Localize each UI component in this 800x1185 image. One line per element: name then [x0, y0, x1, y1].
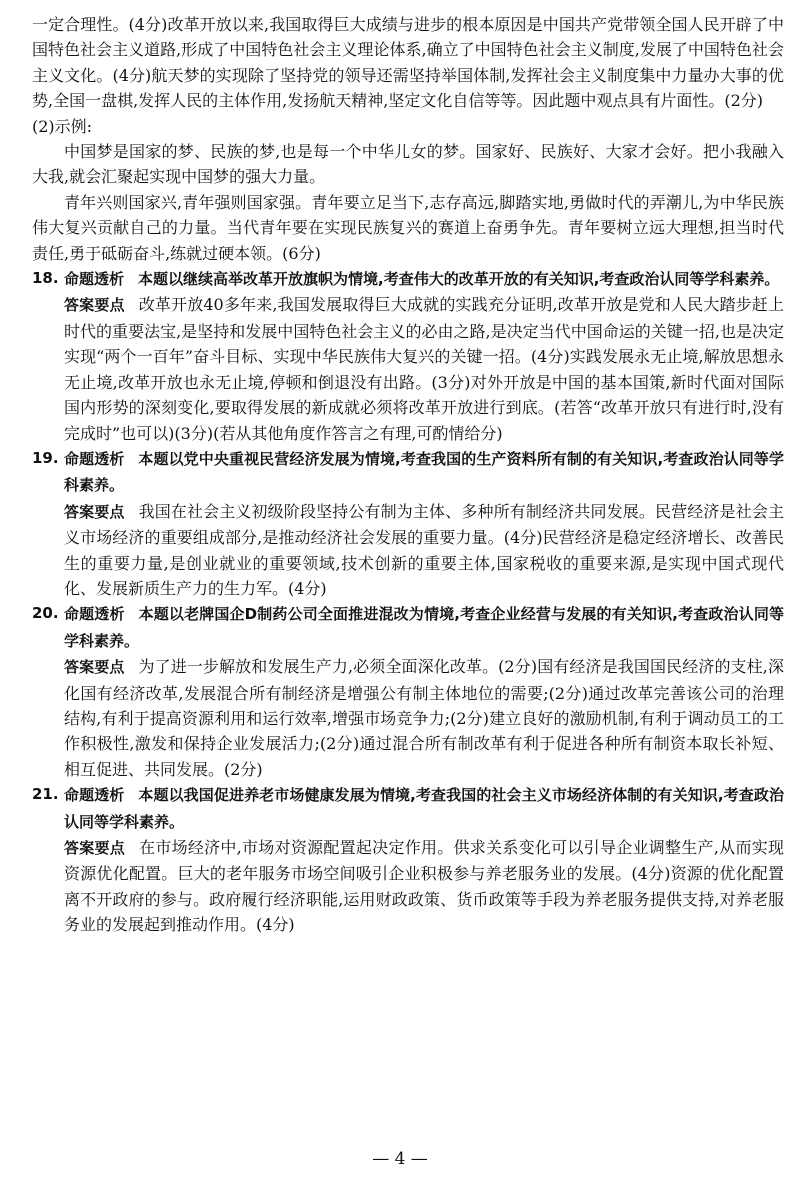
- answer-text: 改革开放40多年来,我国发展取得巨大成就的实践充分证明,改革开放是党和人民大踏步赶上时代的重要法宝,是坚持和发展中国特色社会主义的必由之路,是决定当代中国命运的关键一招,也是决定实现“两个一百年”奋斗目标、实现中华民族伟大复兴的关键一招。(4分)实践发展永无止境,解放思想永无止境,改革开放也永无止境,停顿和倒退没有出路。(3分)对外开放是中国的基本国策,新时代面对国际国内形势的深刻变化,要取得发展的新成就必须将改革开放进行到底。(若答“改革开放只有进行时,没有完成时”也可以)(3分)(若从其他角度作答言之有理,可酌情给分): [64, 295, 784, 443]
- answer-text: 我国在社会主义初级阶段坚持公有制为主体、多种所有制经济共同发展。民营经济是社会主义市场经济的重要组成部分,是推动经济社会发展的重要力量。(4分)民营经济是稳定经济增长、改善民生的重要力量,是创业就业的重要领域,技术创新的重要主体,国家税收的重要来源,是实现中国式现代化、发展新质生产力的生力军。(4分): [64, 501, 784, 598]
- question-answer: [32, 654, 784, 782]
- analysis-label: 命题透析: [64, 605, 125, 624]
- question-analysis: [32, 782, 784, 835]
- analysis-label: 命题透析: [64, 449, 125, 468]
- question-number: 18.: [32, 269, 59, 288]
- analysis-label: 命题透析: [64, 270, 125, 289]
- answer-label: 答案要点: [64, 502, 125, 521]
- question-19: [32, 446, 784, 601]
- question-18: [32, 266, 784, 446]
- answer-label: 答案要点: [64, 296, 125, 315]
- question-number: 19.: [32, 448, 59, 467]
- question-20: [32, 601, 784, 782]
- question-number: 20.: [32, 604, 59, 623]
- example-paragraph-2: 青年兴则国家兴,青年强则国家强。青年要立足当下,志存高远,脚踏实地,勇做时代的弄潮儿,为中华民族伟大复兴贡献自己的力量。当代青年要在实现民族复兴的赛道上奋勇争先。青年要树立远大理想,担当时代责任,勇于砥砺奋斗,练就过硬本领。(6分): [32, 192, 784, 263]
- analysis-label: 命题透析: [64, 786, 125, 805]
- analysis-text: 本题以继续高举改革开放旗帜为情境,考查伟大的改革开放的有关知识,考查政治认同等学科素养。: [138, 270, 780, 289]
- question-number: 21.: [32, 785, 59, 804]
- example-label: (2)示例:: [32, 116, 93, 136]
- answer-text: 在市场经济中,市场对资源配置起决定作用。供求关系变化可以引导企业调整生产,从而实现资源优化配置。巨大的老年服务市场空间吸引企业积极参与养老服务业的发展。(4分)资源的优化配置离不开政府的参与。政府履行经济职能,运用财政政策、货币政策等手段为养老服务提供支持,对养老服务业的发展起到推动作用。(4分): [64, 838, 784, 935]
- question-answer: [32, 292, 784, 445]
- question-21: [32, 782, 784, 937]
- question-analysis: [32, 266, 784, 292]
- question-answer: [32, 499, 784, 602]
- question-analysis: [32, 601, 784, 654]
- answer-text: 为了进一步解放和发展生产力,必须全面深化改革。(2分)国有经济是我国国民经济的支柱,深化国有经济改革,发展混合所有制经济是增强公有制主体地位的需要;(2分)通过改革完善该公司的治理结构,有利于提高资源利用和运行效率,增强市场竞争力;(2分)建立良好的激励机制,有利于调动员工的工作积极性,激发和保持企业发展活力;(2分)通过混合所有制改革有利于促进各种所有制资本取长补短、相互促进、共同发展。(2分): [64, 657, 784, 779]
- answer-label: 答案要点: [64, 839, 126, 857]
- question-answer: [32, 835, 784, 938]
- page-content: [32, 12, 784, 938]
- example-paragraph-1: 中国梦是国家的梦、民族的梦,也是每一个中华儿女的梦。国家好、民族好、大家才会好。把小我融入大我,就会汇聚起实现中国梦的强大力量。: [32, 142, 784, 187]
- analysis-text: 本题以我国促进养老市场健康发展为情境,考查我国的社会主义市场经济体制的有关知识,考查政治认同等学科素养。: [64, 786, 784, 831]
- answer-label: 答案要点: [64, 658, 125, 677]
- intro-paragraph: 一定合理性。(4分)改革开放以来,我国取得巨大成绩与进步的根本原因是中国共产党带领全国人民开辟了中国特色社会主义道路,形成了中国特色社会主义理论体系,确立了中国特色社会主义制度,发展了中国特色社会主义文化。(4分)航天梦的实现除了坚持党的领导还需坚持举国体制,发挥社会主义制度集中力量办大事的优势,全国一盘棋,发挥人民的主体作用,发扬航天精神,坚定文化自信等等。因此题中观点具有片面性。(2分): [32, 15, 784, 111]
- question-analysis: [32, 446, 784, 499]
- analysis-text: 本题以党中央重视民营经济发展为情境,考查我国的生产资料所有制的有关知识,考查政治认同等学科素养。: [64, 449, 784, 495]
- analysis-text: 本题以老牌国企D制药公司全面推进混改为情境,考查企业经营与发展的有关知识,考查政治认同等学科素养。: [64, 605, 784, 650]
- page-number: — 4 —: [372, 1149, 428, 1169]
